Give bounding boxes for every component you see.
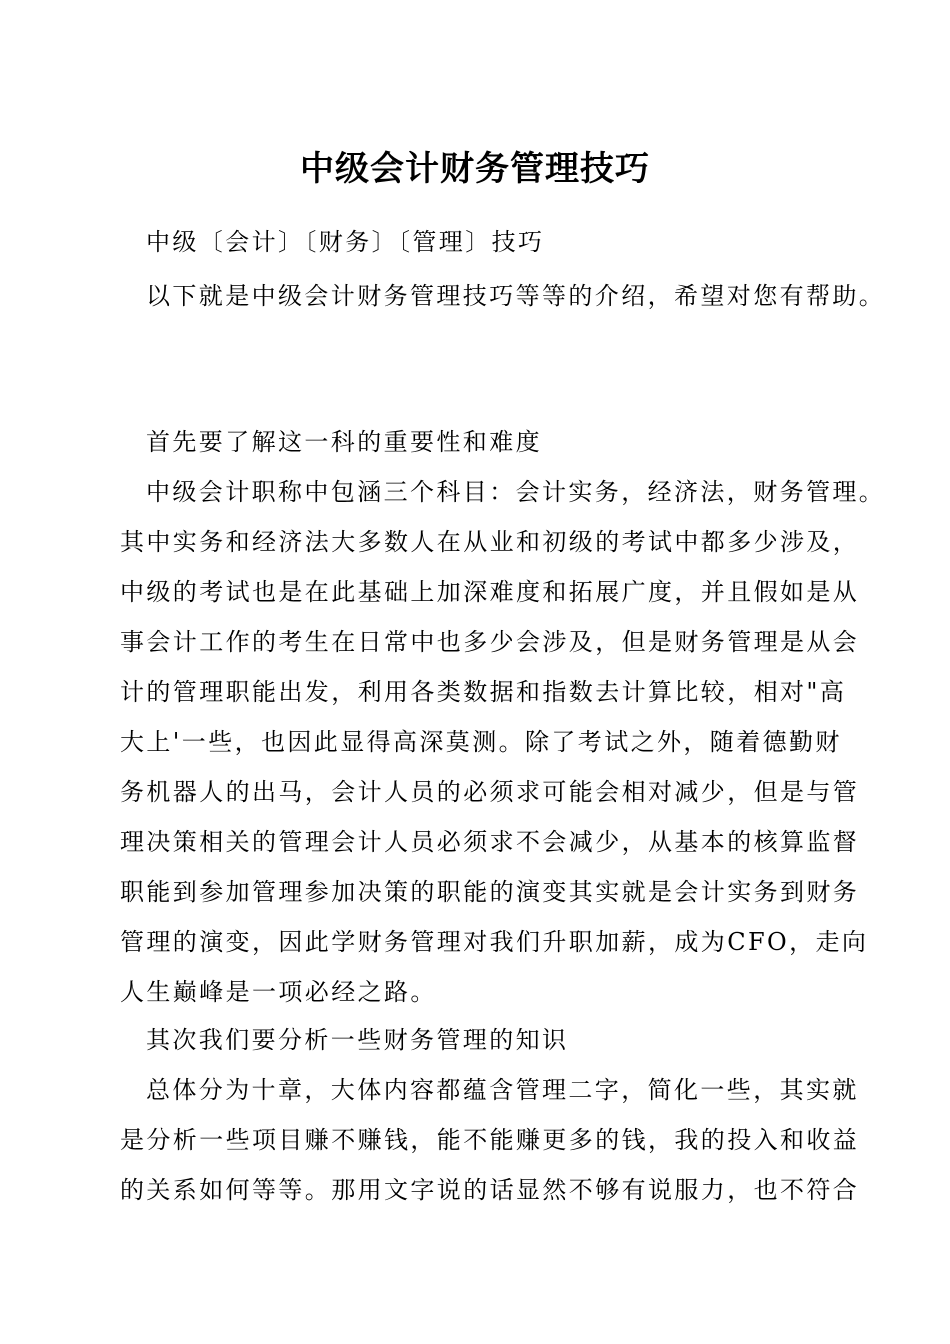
paragraph-line: 是分析一些项目赚不赚钱，能不能赚更多的钱，我的投入和收益 xyxy=(120,1126,860,1154)
paragraph-line: 的关系如何等等。那用文字说的话显然不够有说服力，也不符合 xyxy=(120,1176,860,1204)
paragraph-line: 以下就是中级会计财务管理技巧等等的介绍，希望对您有帮助。 xyxy=(146,282,886,310)
paragraph-line: 其中实务和经济法大多数人在从业和初级的考试中都多少涉及， xyxy=(120,528,860,556)
paragraph-line: 中级会计职称中包涵三个科目：会计实务，经济法，财务管理。 xyxy=(146,478,886,506)
paragraph-line: 其次我们要分析一些财务管理的知识 xyxy=(146,1026,569,1054)
paragraph-line: 总体分为十章，大体内容都蕴含管理二字，简化一些，其实就 xyxy=(146,1076,859,1104)
paragraph-line: 职能到参加管理参加决策的职能的演变其实就是会计实务到财务 xyxy=(120,878,860,906)
paragraph-line: 管理的演变，因此学财务管理对我们升职加薪，成为CFO，走向 xyxy=(120,928,869,956)
document-title: 中级会计财务管理技巧 xyxy=(300,149,650,189)
paragraph-line: 务机器人的出马，会计人员的必须求可能会相对减少，但是与管 xyxy=(120,778,860,806)
paragraph-line: 理决策相关的管理会计人员必须求不会减少，从基本的核算监督 xyxy=(120,828,860,856)
paragraph-line: 人生巅峰是一项必经之路。 xyxy=(120,978,437,1006)
paragraph-line: 中级〔会计〕〔财务〕〔管理〕技巧 xyxy=(146,228,545,256)
paragraph-line: 事会计工作的考生在日常中也多少会涉及，但是财务管理是从会 xyxy=(120,628,860,656)
paragraph-line: 中级的考试也是在此基础上加深难度和拓展广度，并且假如是从 xyxy=(120,578,860,606)
paragraph-line: 大上'一些，也因此显得高深莫测。除了考试之外，随着德勤财 xyxy=(120,728,842,756)
paragraph-line: 计的管理职能出发，利用各类数据和指数去计算比较，相对"高 xyxy=(120,678,847,706)
paragraph-line: 首先要了解这一科的重要性和难度 xyxy=(146,428,542,456)
